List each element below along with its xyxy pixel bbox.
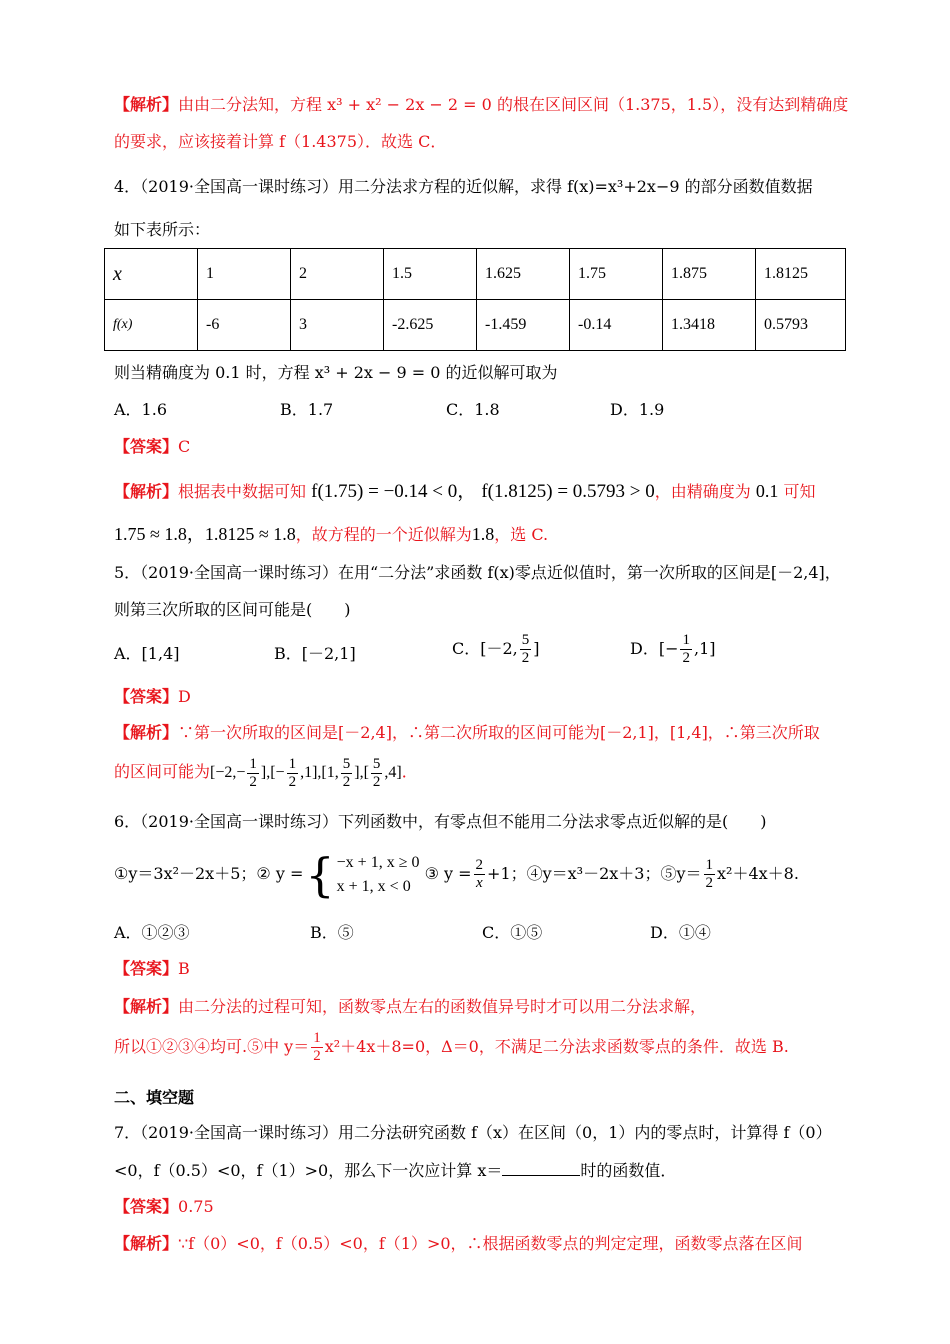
answer-tag: 【答案】 <box>114 1197 179 1216</box>
q6-function-4: +1；④y＝x³－2x＋3；⑤y＝ <box>487 864 702 883</box>
denominator: 2 <box>249 774 257 790</box>
q4-math-solution: 1.8 <box>471 524 495 544</box>
table-cell: x <box>105 249 198 300</box>
q4-math-precision: 0.1 <box>755 481 779 501</box>
q5-analysis-text: ∵第一次所取的区间是[－2,4]，∴第二次所取的区间可能为[－2,1]，[1,4]，∴第三次所取 <box>178 723 820 742</box>
fraction <box>704 857 716 892</box>
math-part: ,1],[1, <box>300 764 339 782</box>
q4-question: 则当精确度为 0.1 时，方程 x³ + 2x − 9 = 0 的近似解可取为 <box>114 363 558 382</box>
analysis-tag: 【解析】 <box>114 1234 179 1253</box>
numerator: 1 <box>682 632 690 648</box>
brace-icon: { <box>305 847 335 902</box>
q7-stem-line-2 <box>114 1159 676 1182</box>
table-cell: 3 <box>291 300 384 351</box>
q4-analysis-text: 根据表中数据可知 <box>178 482 307 501</box>
analysis-tag: 【解析】 <box>114 723 179 742</box>
q5-option-b: B．[－2,1] <box>274 644 356 663</box>
fraction <box>474 857 486 892</box>
math-part: ,4] <box>384 764 402 782</box>
table-cell: 1 <box>198 249 291 300</box>
table-cell: 1.5 <box>384 249 477 300</box>
q4-math-approx: 1.75 ≈ 1.8，1.8125 ≈ 1.8 <box>114 524 296 544</box>
section-heading: 二、填空题 <box>114 1088 195 1107</box>
q5-analysis-text: ． <box>401 762 418 782</box>
q7-stem-line-1: 7．（2019·全国高一课时练习）用二分法研究函数 f（x）在区间（0，1）内的零点时，计算得 f（0） <box>114 1123 832 1142</box>
fraction <box>247 756 259 791</box>
table-cell: -1.459 <box>477 300 570 351</box>
q5-analysis-line-1 <box>114 722 820 744</box>
piecewise <box>337 851 420 899</box>
q5-option-a: A．[1,4] <box>114 644 180 663</box>
q5-option-d-prefix: D．[− <box>630 639 679 658</box>
q5-analysis-text: 的区间可能为 <box>114 762 211 782</box>
analysis-tag: 【解析】 <box>114 95 179 114</box>
analysis-tag: 【解析】 <box>114 482 179 501</box>
q4-answer <box>114 436 190 458</box>
table-cell: 0.5793 <box>756 300 846 351</box>
math-part: ],[− <box>260 764 285 782</box>
denominator: 2 <box>288 774 297 790</box>
q4-option-a: A．1.6 <box>114 400 168 419</box>
q3-analysis-line-2: 的要求，应该接着计算 f（1.4375）．故选 C． <box>114 132 447 151</box>
q6-function-5: x²＋4x＋8. <box>717 864 799 883</box>
q4-analysis-line-2 <box>114 523 548 546</box>
q3-analysis-line-1 <box>114 94 848 116</box>
q6-analysis-line-1 <box>114 996 706 1018</box>
q5-analysis-line-2 <box>114 756 418 791</box>
numerator: 2 <box>475 857 484 873</box>
q3-analysis-text-1: 由由二分法知，方程 x³ + x² − 2x − 2 = 0 的根在区间区间（1.375，1.5），没有达到精确度 <box>178 95 849 114</box>
q5-answer <box>114 686 191 708</box>
answer-tag: 【答案】 <box>114 959 179 978</box>
table-cell: 2 <box>291 249 384 300</box>
table-cell: 1.8125 <box>756 249 846 300</box>
q4-value-table <box>104 248 846 351</box>
denominator: 2 <box>682 650 690 666</box>
table-cell: 1.625 <box>477 249 570 300</box>
table-cell: -0.14 <box>570 300 663 351</box>
numerator: 1 <box>249 756 257 772</box>
q4-option-b: B．1.7 <box>280 400 334 419</box>
numerator: 1 <box>288 756 297 772</box>
q7-answer <box>114 1196 214 1218</box>
answer-value: C <box>178 437 191 456</box>
q6-option-b: B．⑤ <box>310 923 354 942</box>
fraction <box>287 756 299 791</box>
denominator: 2 <box>705 875 714 891</box>
fraction <box>341 756 353 791</box>
q4-analysis-text: 可知 <box>783 482 816 501</box>
q6-analysis-text: 由二分法的过程可知，函数零点左右的函数值异号时才可以用二分法求解， <box>178 997 707 1016</box>
answer-value: 0.75 <box>178 1197 214 1216</box>
q6-function-3: ③ y = <box>424 864 472 883</box>
answer-tag: 【答案】 <box>114 437 179 456</box>
q6-answer <box>114 958 190 980</box>
q5-stem-line-2: 则第三次所取的区间可能是( ) <box>114 600 351 619</box>
answer-value: B <box>178 959 190 978</box>
denominator: x <box>475 875 483 891</box>
q5-option-c <box>452 632 540 667</box>
math-part: ],[ <box>354 764 369 782</box>
denominator: 2 <box>313 1048 321 1064</box>
q6-option-a: A．①②③ <box>114 923 190 942</box>
fraction <box>680 632 692 667</box>
piece-top: −x + 1, x ≥ 0 <box>336 853 420 871</box>
math-part: [−2,− <box>210 764 246 782</box>
numerator: 5 <box>342 756 351 772</box>
q4-option-d: D．1.9 <box>610 400 665 419</box>
q6-option-d: D．①④ <box>650 923 711 942</box>
q6-option-c: C．①⑤ <box>482 923 543 942</box>
q4-analysis-text: ，由精确度为 <box>654 482 751 501</box>
q4-analysis-text: ，选 C. <box>494 525 549 544</box>
fraction <box>371 756 383 791</box>
q6-function-1-2: ①y＝3x²－2x＋5；② y = <box>114 864 304 883</box>
numerator: 1 <box>313 1030 321 1046</box>
piece-bottom: x + 1, x < 0 <box>336 877 411 895</box>
q7-stem-text: 时的函数值． <box>580 1161 677 1180</box>
analysis-tag: 【解析】 <box>114 997 179 1016</box>
table-cell: 1.75 <box>570 249 663 300</box>
q5-option-d-suffix: ,1] <box>693 639 716 658</box>
q4-option-c: C．1.8 <box>446 400 500 419</box>
q4-stem-line-2: 如下表所示： <box>114 220 211 239</box>
answer-blank <box>502 1159 580 1176</box>
q6-stem: 6．（2019·全国高一课时练习）下列函数中，有零点但不能用二分法求零点近似解的是( ) <box>114 812 767 831</box>
q4-stem-line-1: 4．（2019·全国高一课时练习）用二分法求方程的近似解，求得 f(x)=x³+2x−9 的部分函数值数据 <box>114 177 813 196</box>
denominator: 2 <box>372 774 381 790</box>
table-row-x <box>105 249 846 300</box>
table-row-fx <box>105 300 846 351</box>
q6-analysis-text: 所以①②③④均可.⑤中 y＝ <box>114 1037 310 1056</box>
denominator: 2 <box>342 774 351 790</box>
fraction <box>311 1030 323 1065</box>
q4-analysis-text: ，故方程的一个近似解为 <box>295 525 472 544</box>
q6-analysis-text: x²＋4x＋8=0，Δ＝0，不满足二分法求函数零点的条件．故选 B. <box>324 1037 789 1056</box>
q5-option-d <box>630 632 716 667</box>
q7-analysis-text: ∵f（0）<0，f（0.5）<0，f（1）>0，∴根据函数零点的判定定理，函数零点落在区间 <box>178 1234 803 1253</box>
q4-math-f175: f(1.75) = −0.14 < 0， <box>311 481 477 502</box>
q7-analysis-line-1 <box>114 1233 803 1255</box>
q4-analysis-line-1 <box>114 480 816 503</box>
denominator: 2 <box>521 650 530 666</box>
q5-option-c-suffix: ] <box>533 639 540 658</box>
q7-stem-text: <0，f（0.5）<0，f（1）>0，那么下一次应计算 x＝ <box>114 1161 503 1180</box>
numerator: 1 <box>705 857 714 873</box>
q5-option-c-prefix: C．[－2, <box>452 639 518 658</box>
table-cell: -2.625 <box>384 300 477 351</box>
q5-intervals <box>210 756 402 790</box>
q5-stem-line-1: 5．（2019·全国高一课时练习）在用“二分法”求函数 f(x)零点近似值时，第一次所取的区间是[－2,4]， <box>114 563 841 582</box>
fraction <box>520 632 532 667</box>
q6-analysis-line-2 <box>114 1030 789 1065</box>
numerator: 5 <box>521 632 530 648</box>
table-cell: f(x) <box>105 300 198 351</box>
table-cell: -6 <box>198 300 291 351</box>
answer-value: D <box>178 687 191 706</box>
table-cell: 1.3418 <box>663 300 756 351</box>
q6-functions <box>114 846 799 902</box>
answer-tag: 【答案】 <box>114 687 179 706</box>
q4-math-f18125: f(1.8125) = 0.5793 > 0 <box>481 481 655 502</box>
table-cell: 1.875 <box>663 249 756 300</box>
numerator: 5 <box>372 756 381 772</box>
